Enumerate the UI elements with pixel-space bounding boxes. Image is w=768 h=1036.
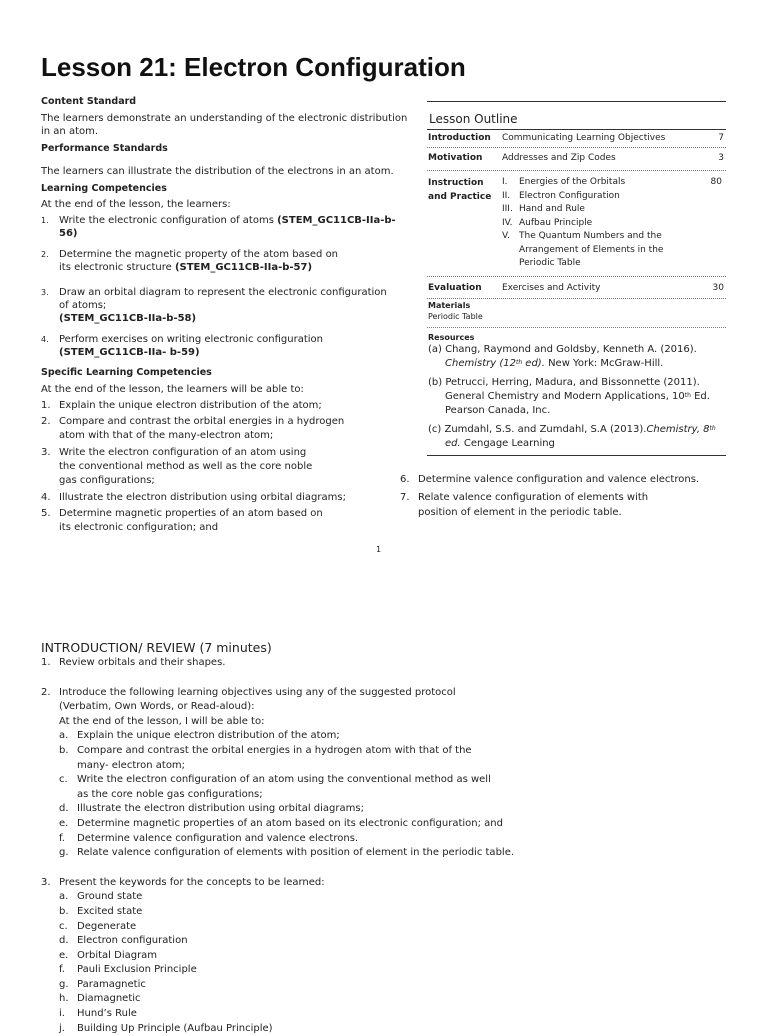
resource-sup: th bbox=[515, 358, 523, 366]
list-marker: 2. bbox=[41, 250, 49, 259]
resource-text: (b) Petrucci, Herring, Madura, and Bissonnette (2011). General Chemistry and Modern Applications, 10 bbox=[428, 376, 700, 402]
list-marker: d. bbox=[59, 935, 69, 947]
resources-heading: Resources bbox=[428, 332, 475, 342]
resource-sup: th bbox=[709, 424, 716, 432]
list-marker: b. bbox=[59, 744, 69, 756]
resource-italic: ed). bbox=[522, 357, 545, 369]
list-marker: j. bbox=[59, 1022, 65, 1034]
roman-marker: IV. bbox=[502, 217, 513, 228]
list-marker: 4. bbox=[41, 492, 51, 503]
intro-text: At the end of the lesson, I will be able to: bbox=[59, 715, 265, 727]
competency-code: (STEM_GC11CB-IIa-b-56) bbox=[59, 215, 396, 239]
outline-activity: Exercises and Activity bbox=[502, 282, 601, 293]
content-standard-heading: Content Standard bbox=[41, 96, 137, 107]
competency-text: Write the electronic configuration of atoms bbox=[59, 215, 278, 226]
outline-minutes: 3 bbox=[718, 153, 724, 163]
specific-text: Write the electron configuration of an atom using the conventional method as well as the core noble gas configurations; bbox=[59, 447, 313, 486]
right-specific-list bbox=[400, 473, 700, 520]
intro-item bbox=[41, 876, 731, 1036]
competency-text: Perform exercises on writing electronic configuration bbox=[59, 334, 323, 345]
specific-heading: Specific Learning Competencies bbox=[41, 367, 212, 378]
resource-item bbox=[428, 376, 726, 418]
outline-label: Instruction and Practice bbox=[428, 178, 492, 202]
keyword-text: Paramagnetic bbox=[77, 978, 146, 990]
outline-row-instruction bbox=[427, 171, 726, 277]
list-marker: 4. bbox=[41, 335, 49, 344]
intro-item bbox=[41, 656, 731, 671]
roman-marker: V. bbox=[502, 231, 510, 241]
instruction-item bbox=[502, 230, 694, 271]
specific-item bbox=[400, 491, 685, 520]
list-marker: 1. bbox=[41, 400, 51, 411]
instruction-text: The Quantum Numbers and the Arrangement of Elements in the Periodic Table bbox=[519, 231, 664, 268]
roman-marker: II. bbox=[502, 190, 511, 201]
list-marker: f. bbox=[59, 832, 65, 844]
resource-text: New York: McGraw-Hill. bbox=[544, 357, 664, 369]
keyword-text: Pauli Exclusion Principle bbox=[77, 964, 197, 976]
outline-minutes: 30 bbox=[712, 282, 724, 293]
list-marker: 3. bbox=[41, 876, 51, 888]
list-marker: d. bbox=[59, 803, 69, 815]
objective-text: Determine valence configuration and valence electrons. bbox=[77, 832, 359, 844]
objective-text: Explain the unique electron distribution of the atom; bbox=[77, 730, 340, 742]
specific-text: Explain the unique electron distribution of the atom; bbox=[59, 400, 322, 411]
left-column bbox=[41, 95, 411, 535]
competencies-heading: Learning Competencies bbox=[41, 183, 167, 194]
keyword-item bbox=[59, 920, 325, 935]
resource-text: Ed. Pearson Canada, Inc. bbox=[445, 390, 710, 416]
objective-item bbox=[59, 832, 514, 847]
specific-text: Determine valence configuration and valence electrons. bbox=[418, 474, 700, 485]
intro-text: Introduce the following learning objectives using any of the suggested protocol bbox=[59, 686, 456, 698]
objective-item bbox=[59, 729, 514, 744]
specific-text: Relate valence configuration of elements with position of element in the periodic table. bbox=[418, 492, 649, 518]
resource-item bbox=[428, 423, 726, 451]
outline-row-introduction bbox=[427, 129, 726, 148]
resource-item bbox=[428, 343, 726, 371]
resource-text: (a) Chang, Raymond and Goldsby, Kenneth A. (2016). bbox=[428, 343, 697, 355]
performance-heading: Performance Standards bbox=[41, 143, 168, 154]
materials-text: Periodic Table bbox=[428, 311, 483, 321]
objective-item bbox=[59, 773, 514, 802]
resource-italic: Chemistry (12 bbox=[445, 357, 516, 369]
keyword-item bbox=[59, 949, 325, 964]
instruction-item bbox=[502, 217, 694, 231]
lesson-outline bbox=[427, 101, 726, 456]
resources-section bbox=[427, 328, 726, 456]
keyword-text: Ground state bbox=[77, 891, 143, 903]
competency-text: Draw an orbital diagram to represent the electronic configuration of atoms; bbox=[59, 287, 387, 311]
keyword-text: Electron configuration bbox=[77, 935, 188, 947]
outline-minutes: 7 bbox=[718, 133, 724, 143]
specific-item bbox=[41, 446, 321, 488]
keyword-item bbox=[59, 905, 325, 920]
list-marker: 7. bbox=[400, 492, 410, 503]
objective-text: Illustrate the electron distribution using orbital diagrams; bbox=[77, 803, 364, 815]
outline-minutes: 80 bbox=[710, 177, 722, 187]
keyword-item bbox=[59, 978, 325, 993]
intro-text: Present the keywords for the concepts to be learned: bbox=[59, 876, 325, 888]
specific-intro: At the end of the lesson, the learners will be able to: bbox=[41, 384, 304, 395]
instruction-text: Hand and Rule bbox=[519, 204, 585, 214]
roman-marker: I. bbox=[502, 177, 508, 187]
list-marker: h. bbox=[59, 993, 69, 1005]
keyword-item bbox=[59, 934, 325, 949]
specific-text: Determine magnetic properties of an atom based on its electronic configuration; and bbox=[59, 508, 323, 533]
list-marker: e. bbox=[59, 817, 69, 829]
specific-item bbox=[41, 491, 411, 504]
instruction-text: Energies of the Orbitals bbox=[519, 177, 626, 187]
resource-italic: ed. bbox=[445, 437, 461, 449]
resource-italic: Chemistry, 8 bbox=[646, 423, 710, 435]
list-marker: 1. bbox=[41, 216, 49, 225]
list-marker: 2. bbox=[41, 416, 51, 427]
specific-item bbox=[41, 507, 331, 535]
competency-item bbox=[41, 286, 411, 325]
competency-item bbox=[41, 248, 341, 274]
specific-item bbox=[400, 473, 700, 486]
keyword-item bbox=[59, 1007, 325, 1022]
outline-row-motivation bbox=[427, 148, 726, 171]
competency-code: (STEM_GC11CB-IIa-b-57) bbox=[174, 262, 313, 273]
outline-row-evaluation bbox=[427, 277, 726, 299]
list-marker: b. bbox=[59, 905, 69, 917]
keyword-text: Degenerate bbox=[77, 920, 137, 932]
instruction-items bbox=[502, 176, 694, 271]
specific-text: Compare and contrast the orbital energies in a hydrogen atom with that of the many-electron atom; bbox=[59, 416, 345, 441]
specific-item bbox=[41, 399, 411, 412]
page-title: Lesson 21: Electron Configuration bbox=[41, 52, 466, 82]
performance-text: The learners can illustrate the distribution of the electrons in an atom. bbox=[41, 166, 394, 177]
outline-title: Lesson Outline bbox=[429, 112, 518, 126]
specific-text: Illustrate the electron distribution using orbital diagrams; bbox=[59, 492, 346, 503]
list-marker: 5. bbox=[41, 508, 51, 519]
intro-heading: INTRODUCTION/ REVIEW (7 minutes) bbox=[41, 640, 272, 655]
objective-text: Compare and contrast the orbital energies in a hydrogen atom with that of the bbox=[77, 744, 472, 756]
outline-activity: Communicating Learning Objectives bbox=[502, 133, 666, 143]
instruction-item bbox=[502, 176, 694, 190]
resource-text: (c) Zumdahl, S.S. and Zumdahl, S.A (2013). bbox=[428, 423, 647, 435]
outline-label: Introduction bbox=[428, 133, 491, 143]
list-marker: g. bbox=[59, 847, 69, 859]
objective-text: Relate valence configuration of elements with position of element in the periodic table. bbox=[77, 847, 515, 859]
list-marker: 2. bbox=[41, 686, 51, 698]
instruction-text: Aufbau Principle bbox=[519, 217, 593, 228]
objective-item bbox=[59, 802, 514, 817]
page-number: 1 bbox=[376, 545, 382, 554]
list-marker: e. bbox=[59, 949, 69, 961]
list-marker: a. bbox=[59, 891, 69, 903]
competency-code: (STEM_GC11CB-IIa- b-59) bbox=[59, 347, 200, 358]
intro-item bbox=[41, 686, 731, 861]
list-marker: i. bbox=[59, 1008, 65, 1020]
objective-item bbox=[59, 846, 514, 861]
instruction-text: Electron Configuration bbox=[519, 190, 620, 201]
list-marker: c. bbox=[59, 920, 68, 932]
keyword-text: Diamagnetic bbox=[77, 993, 141, 1005]
objective-item bbox=[59, 744, 514, 773]
keyword-item bbox=[59, 992, 325, 1007]
list-marker: f. bbox=[59, 964, 65, 976]
objective-text: many- electron atom; bbox=[77, 759, 186, 771]
list-marker: 3. bbox=[41, 288, 49, 297]
intro-text: (Verbatim, Own Words, or Read-aloud): bbox=[59, 701, 255, 713]
materials-section bbox=[427, 299, 726, 328]
outline-label: Motivation bbox=[428, 153, 483, 163]
competency-item bbox=[41, 333, 411, 359]
keyword-item bbox=[59, 890, 325, 905]
keyword-text: Orbital Diagram bbox=[77, 949, 158, 961]
competency-code: (STEM_GC11CB-IIa-b-58) bbox=[59, 313, 197, 324]
outline-label: Evaluation bbox=[428, 282, 482, 293]
resource-sup: th bbox=[684, 391, 691, 399]
list-marker: 1. bbox=[41, 657, 51, 668]
roman-marker: III. bbox=[502, 204, 513, 214]
keyword-item bbox=[59, 963, 325, 978]
resource-text: Cengage Learning bbox=[460, 437, 555, 449]
list-marker: g. bbox=[59, 978, 69, 990]
objective-text: Determine magnetic properties of an atom based on its electronic configuration; and bbox=[77, 817, 503, 829]
specific-item bbox=[41, 415, 351, 443]
competencies-intro: At the end of the lesson, the learners: bbox=[41, 199, 231, 210]
competency-text: Determine the magnetic property of the atom based on its electronic structure bbox=[59, 249, 339, 273]
list-marker: a. bbox=[59, 730, 69, 742]
objective-item bbox=[59, 817, 514, 832]
competency-item bbox=[41, 214, 411, 240]
materials-heading: Materials bbox=[428, 300, 471, 310]
list-marker: c. bbox=[59, 774, 68, 786]
objective-text: as the core noble gas configurations; bbox=[77, 788, 263, 800]
keyword-text: Building Up Principle (Aufbau Principle) bbox=[77, 1022, 273, 1034]
keyword-text: Excited state bbox=[77, 905, 143, 917]
objective-text: Write the electron configuration of an atom using the conventional method as well bbox=[77, 774, 491, 786]
outline-activity: Addresses and Zip Codes bbox=[502, 153, 616, 163]
keyword-text: Hund’s Rule bbox=[77, 1008, 137, 1020]
instruction-item bbox=[502, 190, 694, 204]
intro-text: Review orbitals and their shapes. bbox=[59, 657, 226, 668]
instruction-item bbox=[502, 203, 694, 217]
list-marker: 3. bbox=[41, 447, 51, 458]
intro-list bbox=[41, 656, 731, 1036]
content-standard-text: The learners demonstrate an understanding of the electronic distribution in an atom. bbox=[41, 113, 408, 137]
list-marker: 6. bbox=[400, 474, 410, 485]
